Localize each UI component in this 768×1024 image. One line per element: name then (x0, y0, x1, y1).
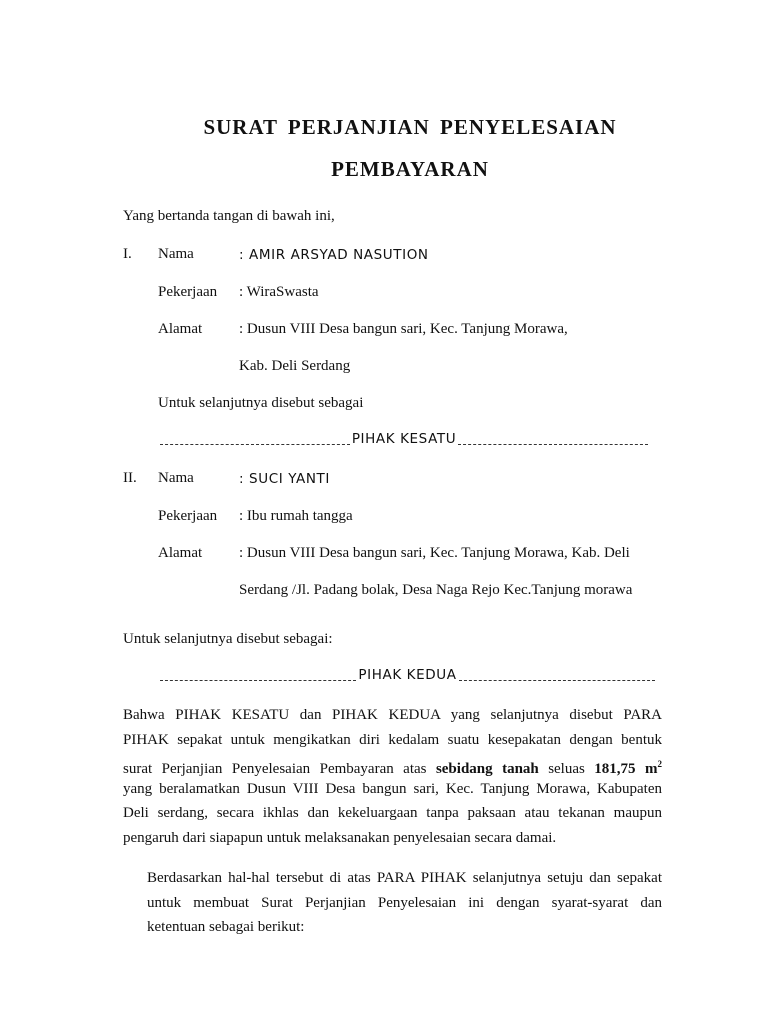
body-paragraph-1 (123, 703, 662, 850)
body-p2-line2: untuk membuat Surat Perjanjian Penyelesaian ini dengan syarat-syarat dan (147, 894, 662, 911)
body-p1-area-value (594, 761, 662, 777)
party2-pekerjaan-label: Pekerjaan (158, 508, 218, 524)
body-p1-land-term: sebidang tanah (435, 761, 539, 777)
body-p1-line3 (123, 752, 662, 777)
party1-alamat-line2: Kab. Deli Serdang (239, 358, 351, 374)
party1-number: I. (123, 246, 132, 262)
body-p1-line5: Deli serdang, secara ikhlas dan kekeluargaan tanpa paksaan atau tekanan maupun (123, 805, 662, 821)
body-paragraph-2 (147, 866, 662, 940)
document-title-line2: PEMBAYARAN (331, 157, 489, 181)
party2-alamat-line2: Serdang /Jl. Padang bolak, Desa Naga Rejo Kec.Tanjung morawa (239, 582, 633, 598)
dash-leader-right (459, 680, 655, 681)
intro-text: Yang bertanda tangan di bawah ini, (123, 208, 335, 224)
party1-pekerjaan-label: Pekerjaan (158, 284, 218, 300)
party1-alamat-label: Alamat (158, 321, 203, 337)
body-p2-line1: Berdasarkan hal-hal tersebut di atas PARA PIHAK selanjutnya setuju dan sepakat (147, 870, 662, 886)
dash-leader-left (160, 444, 350, 445)
body-p1-line1: Bahwa PIHAK KESATU dan PIHAK KEDUA yang selanjutnya disebut PARA (123, 707, 662, 723)
body-p2-line3: ketentuan sebagai berikut: (147, 919, 305, 935)
body-p1-line6: pengaruh dari siapapun untuk melaksanakan penyelesaian secara damai. (123, 829, 557, 846)
body-p1-line3-a: surat Perjanjian Penyelesaian Pembayaran atas (123, 761, 436, 777)
party2-alamat-label: Alamat (158, 545, 203, 561)
party2-nama-label: Nama (158, 470, 194, 486)
body-p1-line2: PIHAK sepakat untuk mengikatkan diri kedalam suatu kesepakatan dengan bentuk (123, 731, 662, 748)
party2-number: II. (123, 470, 137, 486)
party1-pekerjaan-value: : WiraSwasta (239, 284, 319, 300)
party2-alamat-line1: : Dusun VIII Desa bangun sari, Kec. Tanjung Morawa, Kab. Deli (239, 545, 630, 561)
body-p1-line4: yang beralamatkan Dusun VIII Desa bangun sari, Kec. Tanjung Morawa, Kabupaten (123, 780, 662, 797)
party2-designation-row (160, 665, 655, 685)
party1-alamat-line1: : Dusun VIII Desa bangun sari, Kec. Tanjung Morawa, (239, 321, 568, 337)
party1-nama-label: Nama (158, 246, 194, 262)
party2-selanjutnya: Untuk selanjutnya disebut sebagai: (123, 631, 333, 647)
body-p1-line3-c: seluas (538, 761, 595, 777)
body-p1-area-number: 181,75 m (594, 761, 658, 777)
party1-designation: PIHAK KESATU (351, 431, 457, 447)
dash-leader-right (458, 444, 648, 445)
party2-designation: PIHAK KEDUA (358, 667, 457, 683)
party1-nama-value: : AMIR ARSYAD NASUTION (239, 247, 429, 263)
document-title-line1: SURAT PERJANJIAN PENYELESAIAN (203, 115, 617, 139)
body-p1-area-superscript: 2 (657, 759, 662, 769)
party1-selanjutnya: Untuk selanjutnya disebut sebagai (158, 395, 364, 411)
dash-leader-left (160, 680, 356, 681)
party1-designation-row (160, 429, 648, 449)
party2-pekerjaan-value: : Ibu rumah tangga (239, 508, 353, 524)
party2-nama-value: : SUCI YANTI (239, 471, 330, 487)
